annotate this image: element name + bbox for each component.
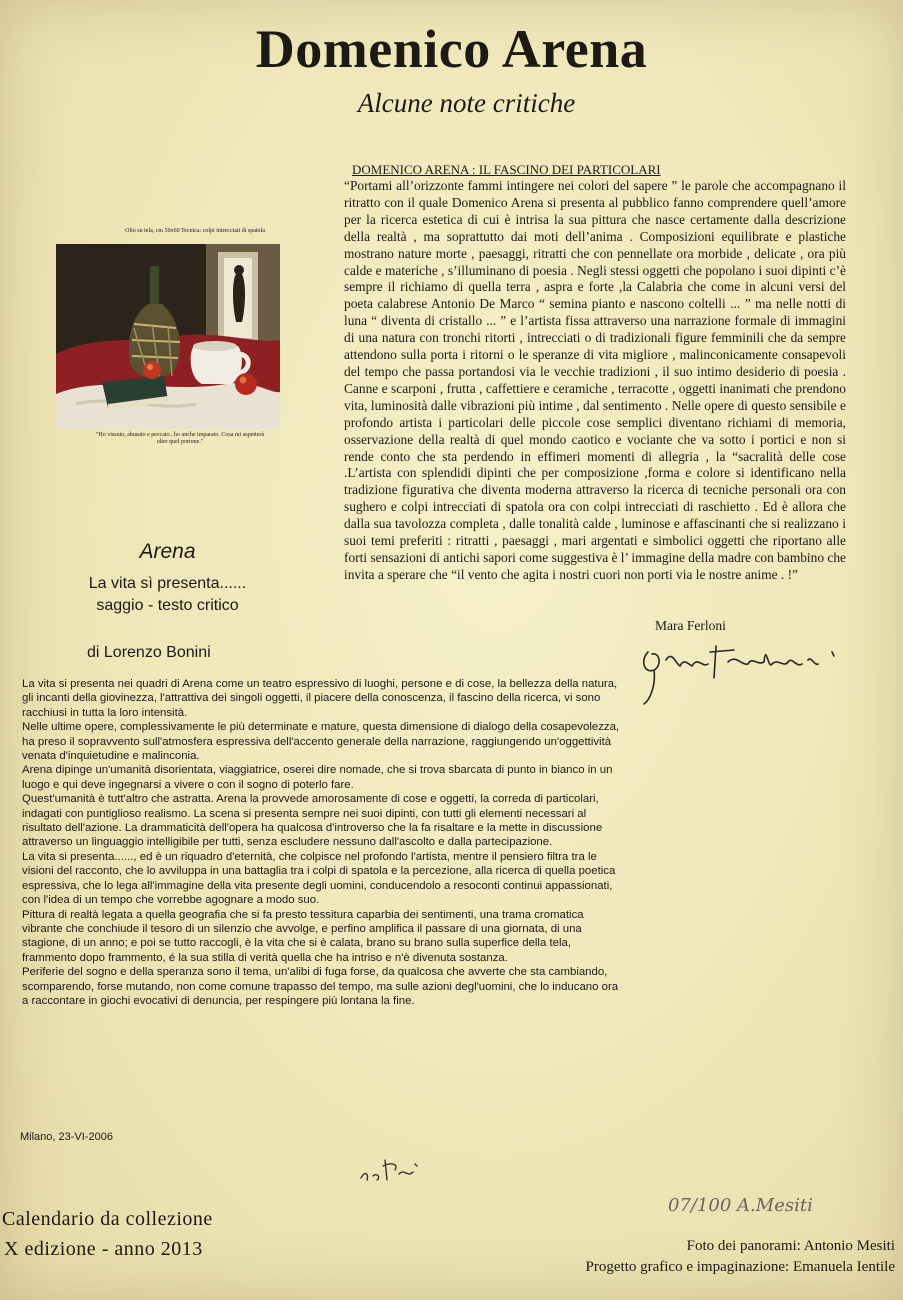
critic-article-body (344, 178, 846, 584)
essay-paragraph: La vita si presenta nei quadri di Arena come un teatro espressivo di luoghi, persone e di cose, la bellezza della natura, gli incanti della giovinezza, l'attrattiva dei singoli oggetti, il piacere della conoscenza, il fascino della ricerca, vi sono racchiusi in tutta la loro intensità. (22, 678, 618, 719)
essay-signature (355, 1150, 425, 1186)
critic-author: Mara Ferloni (655, 618, 726, 633)
calendar-edition-line1: Calendario da collezione (2, 1208, 213, 1230)
design-credit: Progetto grafico e impaginazione: Emanuela Ientile (585, 1259, 895, 1275)
painting-caption-bottom: "Ho vissuto, abusato e peccato...ho anche imparato. Cosa mi aspetterà oltre quel portone." (95, 432, 265, 445)
essay-subtitle: saggio - testo critico (96, 597, 239, 614)
essay-paragraph: Periferie del sogno e della speranza sono il tema, un'alibi di fuga forse, da qualcosa che avverte che sta cambiando, scomparendo, forse mutando, non come comune trapasso del tempo, ma sulle azioni degl'uomini, che lo inducano ora a raccontare in giochi evocativi di denuncia, per respingere più lontana la fine. (22, 966, 619, 1007)
essay-paragraph: Pittura di realtà legata a quella geografia che si fa presto tessitura caparbia dei sentimenti, una trama cromatica vibrante che conchiude il tesoro di un silenzio che avvolge, e perfino amplifica il passare di una giornata, di una stagione, di un anno; e poi se tutto raccogli, è la vita che si è calata, brano su brano sulla superfice della tela, frammento dopo frammento, é la sua stilla di verità quella che ha intriso e n'è divenuta sostanza. (22, 908, 584, 964)
critic-paragraph: “Portami all’orizzonte fammi intingere nei colori del sapere ” le parole che accompagnano il ritratto con il quale Domenico Arena si presenta al pubblico fanno comprendere quell’amore per la ricerca estetica di cui è intrisa la sua pittura che nasce certamente dalla descrizione della realtà , ma soprattutto dai moti dell’anima . Composizioni equilibrate e plastiche mostrano nature morte , paesaggi, ritratti che con pennellate ora morbide , delicate , ora più calde e materiche , s’illuminano di poesia . Negli stessi oggetti che popolano i suoi dipinti c’è sempre il richiamo di quella terra , aspra e forte ,la Calabria che come in alcuni versi del poeta calabrese Antonio De Marco “ semina pianto e nascono coltelli ... ” ma nelle notti di luna “ diventa di cristallo ... ” e l’artista fissa attraverso una narrazione formale di immagini di una natura con tronchi ritorti , intrecciati o di tradizionali figure femminili che da sempre attendono sulla porta i ritorni o le speranze di vita migliore , malinconicamente consapevoli del tempo che passa portandosi via le vecchie tradizioni , il suo intimo desiderio di poesia . Canne e scarponi , frutta , caffettiere e ceramiche , terracotte , oggetti inanimati che prendono vita, luminosità dalle vibrazioni più intime , dal sentimento . Nelle opere di questo sensibile e profondo artista i particolari delle piccole cose semplici diventano richiami di memoria, osservazione della realtà di quel mondo caotico e vociante che va sotto i portici e non si rende conto che sta perdendo in effimeri momenti di allegria , la “sacralità delle cose .L’artista con splendidi dipinti che per composizione ,forma e colore si identificano nella tradizione figurativa che diventa moderna attraverso la ricerca di tecniche personali ora con sughero e colpi intrecciati di spatola ora con colpi intrecciati di raschietto . Ed è allora che dalla sua tavolozza completa , dalle tonalità calde , luminose e affascinanti che si realizzano i suoi temi preferiti : ritratti , paesaggi , mari argentati e simbolici oggetti che riportano alle forti sensazioni di antichi sapori come suggestiva è l’ immagine della madre con bambino che invita a sperare che “il vento che agita i nostri cuori non porti via le nostre anime . !” (344, 178, 846, 582)
page-subtitle: Alcune note critiche (357, 88, 576, 118)
essay-paragraph: Quest'umanità è tutt'altro che astratta. Arena la provvede amorosamente di cose e oggetti, la correda di particolari, indagati con puntiglioso realismo. La scena si presenta sempre nei suoi dipinti, con tutti gli elementi necessari al risultato dell'azione. La drammaticità dell'opera ha qualcosa d'introverso che la fa risaltare e la mette in discussione attraverso un linguaggio intelligibile per tutti, senza escludere nessuno dall'ascolto e dalla partecipazione. (22, 793, 603, 849)
critic-article-title: DOMENICO ARENA : IL FASCINO DEI PARTICOLARI (352, 162, 661, 177)
essay-title: La vita sì presenta...... (88, 575, 247, 592)
page-title: Domenico Arena (255, 19, 648, 79)
essay-paragraph: La vita si presenta......, ed è un riquadro d'eternità, che colpisce nel profondo l'artista, mentre il pensiero filtra tra le visioni del racconto, che lo avviluppa in una battaglia tra i colpi di spatola e la percezione, alla ricerca di quella poetica espressiva, che lo lega all'immagine della vita presente degli uomini, conducendolo a resoconti continui appassionati, con l'idea di un tempo che vorrebbe agognare a modo suo. (22, 850, 616, 907)
essay-author: di Lorenzo Bonini (87, 644, 211, 661)
photo-credit: Foto dei panorami: Antonio Mesiti (686, 1238, 895, 1254)
handwritten-edition-number: 07/100 A.Mesiti (668, 1195, 813, 1216)
essay-artist-name: Arena (139, 540, 196, 563)
calendar-edition-line2: X edizione - anno 2013 (4, 1238, 203, 1260)
critic-signature (636, 630, 876, 710)
painting-caption-top: Olio su tela, cm 50x60 Tecnica: colpi intrecciati di spatola (125, 228, 265, 234)
essay-paragraph: Nelle ultime opere, complessivamente le più determinate e mature, questa dimensione di dialogo della cosapevolezza, ha preso il sopravvento sull'atmosfera espressiva dell'accento generale della narrazione, raggiungendo un'oggettività venata d'inquietudine e malinconia. (22, 721, 620, 763)
essay-paragraph: Arena dipinge un'umanità disorientata, viaggiatrice, oserei dire nomade, che si trova sbarcata di punto in bianco in un luogo e qui deve ingegnarsi a vivere o con il sogno di poterlo fare. (22, 764, 613, 791)
painting-still-life-image (56, 244, 280, 429)
essay-body (22, 677, 627, 1008)
essay-place-date: Milano, 23-VI-2006 (20, 1131, 113, 1143)
